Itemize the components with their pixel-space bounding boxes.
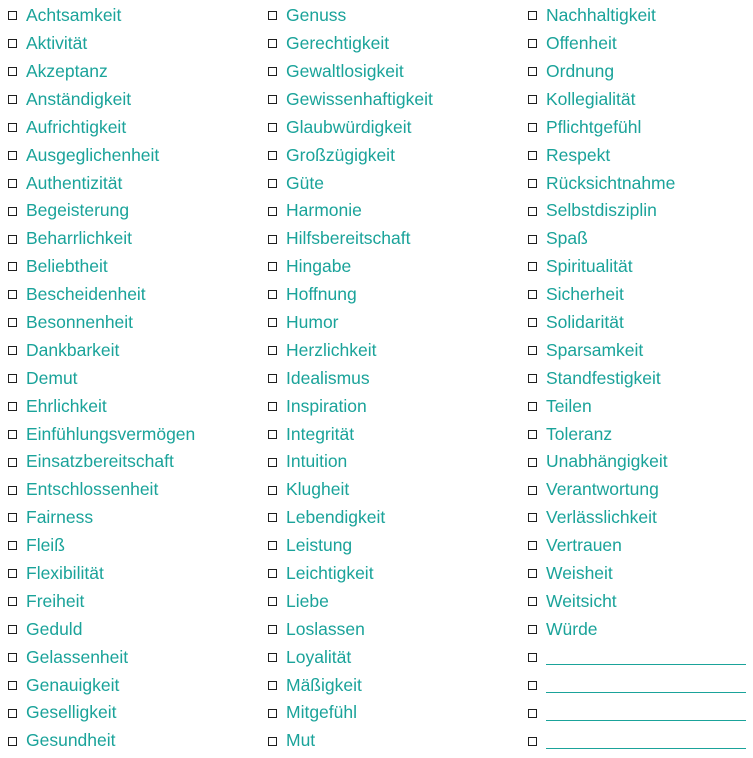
checkbox-empty-icon[interactable] <box>8 569 17 578</box>
checkbox-empty-icon[interactable] <box>8 625 17 634</box>
checkbox-empty-icon[interactable] <box>8 430 17 439</box>
checkbox-empty-icon[interactable] <box>268 458 277 467</box>
value-label: Entschlossenheit <box>26 479 159 500</box>
value-label: Mitgefühl <box>286 702 358 723</box>
value-label: Weitsicht <box>546 590 617 611</box>
value-label: Sparsamkeit <box>546 339 644 360</box>
value-label: Gesundheit <box>26 730 116 751</box>
checkbox-empty-icon[interactable] <box>268 151 277 160</box>
value-item[interactable] <box>528 169 746 197</box>
value-item[interactable] <box>268 281 433 309</box>
checkbox-empty-icon[interactable] <box>268 290 277 299</box>
checkbox-empty-icon[interactable] <box>8 458 17 467</box>
value-label: Beliebtheit <box>26 256 108 277</box>
value-item[interactable] <box>268 420 433 448</box>
value-item[interactable] <box>528 225 746 253</box>
checkbox-empty-icon[interactable] <box>268 597 277 606</box>
checkbox-empty-icon[interactable] <box>8 681 17 690</box>
value-label: Loyalität <box>286 646 352 667</box>
value-label: Harmonie <box>286 200 362 221</box>
checkbox-empty-icon[interactable] <box>268 207 277 216</box>
value-label: Anständigkeit <box>26 88 132 109</box>
value-item[interactable] <box>528 588 746 616</box>
value-label: Selbstdisziplin <box>546 200 657 221</box>
checkbox-empty-icon[interactable] <box>528 39 537 48</box>
values-column-2 <box>268 2 433 755</box>
blank-value-item[interactable] <box>528 699 746 727</box>
value-item[interactable] <box>268 392 433 420</box>
value-label: Geselligkeit <box>26 702 117 723</box>
value-label: Inspiration <box>286 395 367 416</box>
write-in-line[interactable] <box>546 664 746 665</box>
checkbox-empty-icon[interactable] <box>528 653 537 662</box>
value-item[interactable] <box>528 448 746 476</box>
checkbox-empty-icon[interactable] <box>8 737 17 746</box>
value-item[interactable] <box>528 365 746 393</box>
value-item[interactable] <box>528 476 746 504</box>
value-item[interactable] <box>268 671 433 699</box>
checkbox-empty-icon[interactable] <box>8 290 17 299</box>
value-item[interactable] <box>528 197 746 225</box>
checkbox-empty-icon[interactable] <box>8 123 17 132</box>
value-item[interactable] <box>268 643 433 671</box>
checkbox-empty-icon[interactable] <box>8 95 17 104</box>
value-item[interactable] <box>268 141 433 169</box>
blank-value-item[interactable] <box>528 671 746 699</box>
checkbox-empty-icon[interactable] <box>528 513 537 522</box>
value-label: Bescheidenheit <box>26 284 146 305</box>
value-label: Respekt <box>546 144 611 165</box>
checkbox-empty-icon[interactable] <box>528 374 537 383</box>
value-label: Geduld <box>26 618 83 639</box>
value-item[interactable] <box>528 504 746 532</box>
value-label: Weisheit <box>546 563 613 583</box>
checkbox-empty-icon[interactable] <box>268 486 277 495</box>
checkbox-empty-icon[interactable] <box>8 513 17 522</box>
checkbox-empty-icon[interactable] <box>528 207 537 216</box>
checkbox-empty-icon[interactable] <box>8 207 17 216</box>
checkbox-empty-icon[interactable] <box>528 179 537 188</box>
value-item[interactable] <box>268 504 433 532</box>
checkbox-empty-icon[interactable] <box>528 151 537 160</box>
checkbox-empty-icon[interactable] <box>8 235 17 244</box>
value-item[interactable] <box>528 532 746 560</box>
value-label: Fleiß <box>26 535 65 556</box>
value-label: Spiritualität <box>546 256 633 277</box>
checkbox-empty-icon[interactable] <box>268 430 277 439</box>
value-label: Kollegialität <box>546 88 636 109</box>
write-in-line[interactable] <box>546 692 746 693</box>
checkbox-empty-icon[interactable] <box>268 123 277 132</box>
value-item[interactable] <box>268 114 433 142</box>
value-item[interactable] <box>8 476 195 504</box>
checkbox-empty-icon[interactable] <box>268 67 277 76</box>
value-item[interactable] <box>268 309 433 337</box>
value-item[interactable] <box>8 560 195 588</box>
checkbox-empty-icon[interactable] <box>268 569 277 578</box>
value-label: Verlässlichkeit <box>546 507 657 528</box>
checkbox-empty-icon[interactable] <box>8 486 17 495</box>
value-item[interactable] <box>8 727 195 755</box>
value-label: Teilen <box>546 395 592 416</box>
value-label: Gewaltlosigkeit <box>286 60 404 81</box>
value-item[interactable] <box>528 2 746 30</box>
value-item[interactable] <box>8 86 195 114</box>
value-item[interactable] <box>268 30 433 58</box>
value-item[interactable] <box>8 30 195 58</box>
checkbox-empty-icon[interactable] <box>268 318 277 327</box>
value-label: Ehrlichkeit <box>26 395 107 416</box>
value-item[interactable] <box>268 727 433 755</box>
checkbox-empty-icon[interactable] <box>528 95 537 104</box>
checkbox-empty-icon[interactable] <box>268 653 277 662</box>
checkbox-empty-icon[interactable] <box>268 513 277 522</box>
value-label: Vertrauen <box>546 535 622 556</box>
value-item[interactable] <box>528 420 746 448</box>
value-item[interactable] <box>528 86 746 114</box>
value-label: Liebe <box>286 590 329 611</box>
value-label: Beharrlichkeit <box>26 228 133 249</box>
values-column-1 <box>8 2 195 755</box>
value-label: Würde <box>546 618 598 639</box>
value-item[interactable] <box>528 392 746 420</box>
value-item[interactable] <box>8 309 195 337</box>
checkbox-empty-icon[interactable] <box>528 290 537 299</box>
value-label: Offenheit <box>546 33 617 54</box>
value-item[interactable] <box>268 616 433 644</box>
value-item[interactable] <box>268 448 433 476</box>
value-item[interactable] <box>8 616 195 644</box>
value-label: Aufrichtigkeit <box>26 116 127 137</box>
value-label: Standfestigkeit <box>546 367 661 388</box>
value-item[interactable] <box>268 337 433 365</box>
checkbox-empty-icon[interactable] <box>528 262 537 271</box>
value-label: Genauigkeit <box>26 674 120 695</box>
value-label: Spaß <box>546 228 588 249</box>
value-label: Demut <box>26 367 78 388</box>
value-label: Akzeptanz <box>26 60 108 81</box>
value-item[interactable] <box>8 448 195 476</box>
checkbox-empty-icon[interactable] <box>528 123 537 132</box>
value-label: Nachhaltigkeit <box>546 5 656 26</box>
checkbox-empty-icon[interactable] <box>8 39 17 48</box>
value-item[interactable] <box>8 225 195 253</box>
checkbox-empty-icon[interactable] <box>8 346 17 355</box>
checkbox-empty-icon[interactable] <box>268 179 277 188</box>
value-label: Dankbarkeit <box>26 339 120 360</box>
checkbox-empty-icon[interactable] <box>8 179 17 188</box>
value-item[interactable] <box>528 58 746 86</box>
checkbox-empty-icon[interactable] <box>528 67 537 76</box>
value-item[interactable] <box>268 2 433 30</box>
checkbox-empty-icon[interactable] <box>528 597 537 606</box>
value-label: Humor <box>286 311 339 332</box>
checkbox-empty-icon[interactable] <box>528 709 537 718</box>
value-item[interactable] <box>8 281 195 309</box>
value-label: Solidarität <box>546 311 624 332</box>
checkbox-empty-icon[interactable] <box>528 458 537 467</box>
value-item[interactable] <box>8 114 195 142</box>
value-item[interactable] <box>268 532 433 560</box>
checkbox-empty-icon[interactable] <box>268 235 277 244</box>
checkbox-empty-icon[interactable] <box>268 374 277 383</box>
value-label: Einsatzbereitschaft <box>26 451 174 472</box>
value-item[interactable] <box>528 560 746 588</box>
value-label: Pflichtgefühl <box>546 116 642 137</box>
checkbox-empty-icon[interactable] <box>8 67 17 76</box>
value-label: Großzügigkeit <box>286 144 395 165</box>
value-label: Integrität <box>286 423 355 444</box>
value-label: Freiheit <box>26 590 85 611</box>
value-label: Glaubwürdigkeit <box>286 116 412 137</box>
value-item[interactable] <box>268 560 433 588</box>
value-item[interactable] <box>268 699 433 727</box>
checkbox-empty-icon[interactable] <box>268 95 277 104</box>
value-item[interactable] <box>8 504 195 532</box>
value-item[interactable] <box>528 281 746 309</box>
value-item[interactable] <box>8 643 195 671</box>
value-item[interactable] <box>268 225 433 253</box>
checkbox-empty-icon[interactable] <box>528 625 537 634</box>
value-label: Besonnenheit <box>26 311 134 332</box>
value-label: Intuition <box>286 451 348 472</box>
value-item[interactable] <box>8 420 195 448</box>
checkbox-empty-icon[interactable] <box>8 541 17 550</box>
value-label: Flexibilität <box>26 563 104 583</box>
checkbox-empty-icon[interactable] <box>528 569 537 578</box>
blank-value-item[interactable] <box>528 643 746 671</box>
checkbox-empty-icon[interactable] <box>528 737 537 746</box>
checkbox-empty-icon[interactable] <box>268 402 277 411</box>
checkbox-empty-icon[interactable] <box>528 346 537 355</box>
value-label: Leistung <box>286 535 353 556</box>
checkbox-empty-icon[interactable] <box>8 597 17 606</box>
value-item[interactable] <box>8 671 195 699</box>
value-label: Sicherheit <box>546 284 624 305</box>
value-label: Ordnung <box>546 60 615 81</box>
checkbox-empty-icon[interactable] <box>268 737 277 746</box>
checkbox-empty-icon[interactable] <box>528 681 537 690</box>
value-label: Lebendigkeit <box>286 507 386 528</box>
value-item[interactable] <box>268 365 433 393</box>
checkbox-empty-icon[interactable] <box>268 541 277 550</box>
value-item[interactable] <box>528 30 746 58</box>
value-label: Toleranz <box>546 423 613 444</box>
value-item[interactable] <box>268 86 433 114</box>
checkbox-empty-icon[interactable] <box>268 39 277 48</box>
value-item[interactable] <box>8 141 195 169</box>
value-label: Hoffnung <box>286 284 357 305</box>
checkbox-empty-icon[interactable] <box>268 681 277 690</box>
checkbox-empty-icon[interactable] <box>8 11 17 20</box>
value-label: Unabhängigkeit <box>546 451 668 472</box>
value-label: Achtsamkeit <box>26 5 122 26</box>
value-label: Authentizität <box>26 172 123 193</box>
values-column-3 <box>528 2 746 755</box>
value-item[interactable] <box>268 588 433 616</box>
value-label: Ausgeglichenheit <box>26 144 160 165</box>
value-item[interactable] <box>8 253 195 281</box>
checkbox-empty-icon[interactable] <box>8 151 17 160</box>
checkbox-empty-icon[interactable] <box>528 235 537 244</box>
value-label: Hingabe <box>286 256 352 277</box>
value-label: Idealismus <box>286 367 370 388</box>
blank-value-item[interactable] <box>528 727 746 755</box>
checkbox-empty-icon[interactable] <box>8 318 17 327</box>
checkbox-empty-icon[interactable] <box>528 402 537 411</box>
value-item[interactable] <box>528 141 746 169</box>
write-in-line[interactable] <box>546 748 746 749</box>
value-item[interactable] <box>8 588 195 616</box>
checkbox-empty-icon[interactable] <box>528 486 537 495</box>
value-label: Mäßigkeit <box>286 674 362 695</box>
checkbox-empty-icon[interactable] <box>528 318 537 327</box>
checkbox-empty-icon[interactable] <box>8 653 17 662</box>
value-label: Gerechtigkeit <box>286 33 390 54</box>
value-label: Gelassenheit <box>26 646 129 667</box>
value-label: Einfühlungsvermögen <box>26 423 196 444</box>
value-label: Fairness <box>26 507 94 528</box>
value-item[interactable] <box>8 197 195 225</box>
value-item[interactable] <box>8 337 195 365</box>
checkbox-empty-icon[interactable] <box>268 262 277 271</box>
value-label: Klugheit <box>286 479 350 500</box>
checkbox-empty-icon[interactable] <box>528 430 537 439</box>
value-item[interactable] <box>8 532 195 560</box>
value-item[interactable] <box>268 476 433 504</box>
value-label: Güte <box>286 172 324 193</box>
checkbox-empty-icon[interactable] <box>268 625 277 634</box>
checkbox-empty-icon[interactable] <box>8 374 17 383</box>
checkbox-empty-icon[interactable] <box>268 11 277 20</box>
value-label: Herzlichkeit <box>286 339 377 360</box>
value-label: Mut <box>286 730 316 751</box>
checkbox-empty-icon[interactable] <box>8 402 17 411</box>
value-item[interactable] <box>8 58 195 86</box>
checkbox-empty-icon[interactable] <box>528 541 537 550</box>
checkbox-empty-icon[interactable] <box>528 11 537 20</box>
value-item[interactable] <box>8 699 195 727</box>
checkbox-empty-icon[interactable] <box>268 346 277 355</box>
value-label: Rücksichtnahme <box>546 172 676 193</box>
value-item[interactable] <box>268 253 433 281</box>
value-label: Hilfsbereitschaft <box>286 228 411 249</box>
value-item[interactable] <box>8 169 195 197</box>
value-item[interactable] <box>268 169 433 197</box>
value-label: Loslassen <box>286 618 365 639</box>
value-label: Genuss <box>286 5 347 26</box>
checkbox-empty-icon[interactable] <box>8 262 17 271</box>
checkbox-empty-icon[interactable] <box>8 709 17 718</box>
value-label: Verantwortung <box>546 479 659 500</box>
value-item[interactable] <box>528 616 746 644</box>
value-item[interactable] <box>528 253 746 281</box>
value-label: Leichtigkeit <box>286 563 374 583</box>
value-item[interactable] <box>528 337 746 365</box>
value-label: Gewissenhaftigkeit <box>286 88 433 109</box>
checkbox-empty-icon[interactable] <box>268 709 277 718</box>
value-item[interactable] <box>268 197 433 225</box>
value-item[interactable] <box>528 114 746 142</box>
value-item[interactable] <box>8 2 195 30</box>
value-item[interactable] <box>8 392 195 420</box>
value-label: Begeisterung <box>26 200 130 221</box>
value-item[interactable] <box>268 58 433 86</box>
value-item[interactable] <box>528 309 746 337</box>
write-in-line[interactable] <box>546 720 746 721</box>
value-label: Aktivität <box>26 33 88 54</box>
value-item[interactable] <box>8 365 195 393</box>
